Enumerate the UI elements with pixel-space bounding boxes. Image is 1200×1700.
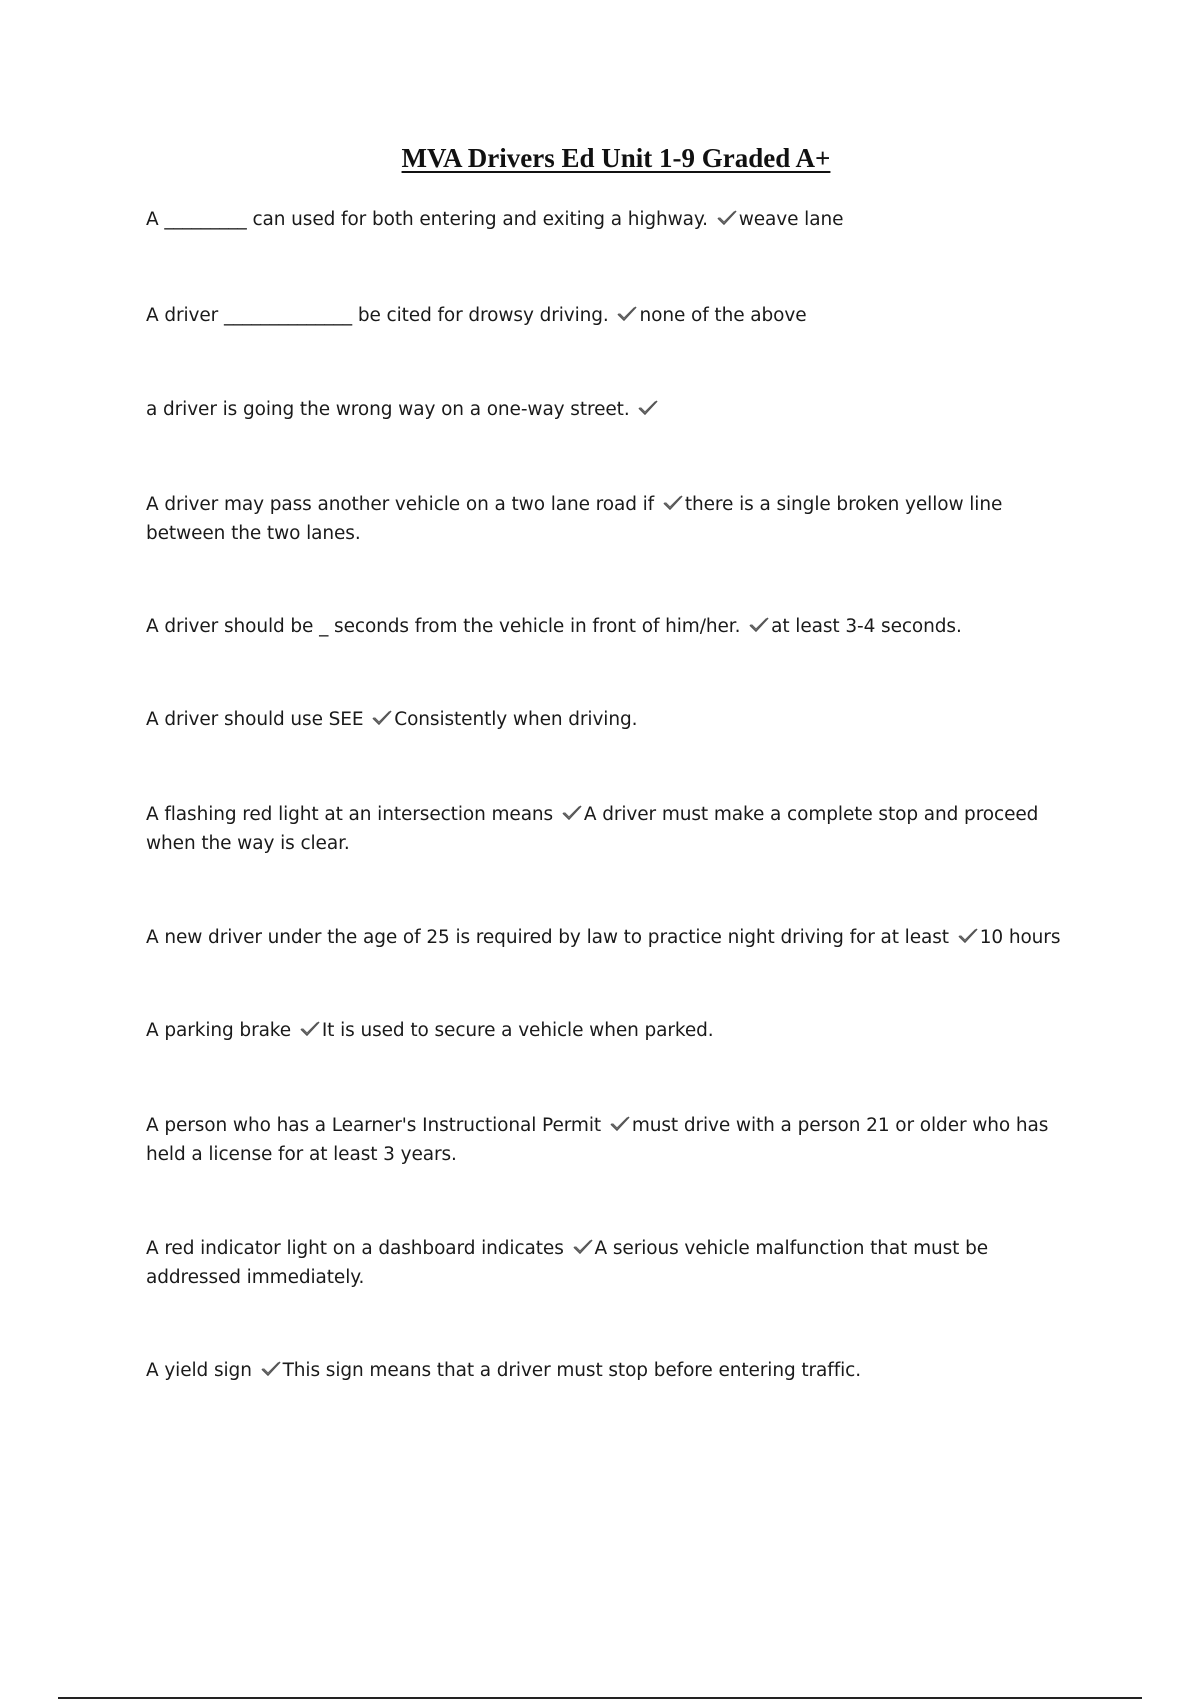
question-text: A yield sign [146,1360,252,1381]
question-text: A parking brake [146,1020,292,1041]
qa-item-10 [146,1111,1086,1169]
question-text: A driver should use SEE [146,709,364,730]
check-icon [260,1360,282,1378]
question-text: A person who has a Learner's Instructional Permit [146,1115,602,1136]
check-icon [616,305,638,323]
qa-item-5 [146,612,1086,641]
qa-item-6 [146,705,1086,734]
answer-text: weave lane [738,209,844,230]
qa-item-1 [146,205,1086,234]
answer-text: Consistently when driving. [394,709,638,730]
question-text: A driver ______________ be cited for drowsy driving. [146,305,609,326]
check-icon [609,1115,631,1133]
check-icon [299,1020,321,1038]
answer-text: must drive with a person 21 or older who has held a license for at least 3 years. [146,1115,1049,1165]
footer-rule [58,1697,1142,1699]
qa-item-11 [146,1234,1086,1292]
answer-text: at least 3-4 seconds. [771,616,962,637]
qa-item-3 [146,395,1086,424]
qa-item-7 [146,800,1086,858]
check-icon [561,804,583,822]
check-icon [716,209,738,227]
check-icon [662,494,684,512]
check-icon [637,399,659,417]
question-text: A driver should be _ seconds from the vehicle in front of him/her. [146,616,741,637]
answer-text: A driver must make a complete stop and proceed when the way is clear. [146,804,1039,854]
check-icon [572,1238,594,1256]
answer-text: 10 hours [979,927,1061,948]
question-text: A driver may pass another vehicle on a two lane road if [146,494,655,515]
qa-item-2 [146,301,1086,330]
check-icon [957,927,979,945]
check-icon [748,616,770,634]
question-text: A new driver under the age of 25 is required by law to practice night driving for at least [146,927,949,948]
answer-text: It is used to secure a vehicle when parked. [321,1020,714,1041]
question-text: A _________ can used for both entering and exiting a highway. [146,209,708,230]
qa-item-8 [146,923,1086,952]
answer-text: A serious vehicle malfunction that must be addressed immediately. [146,1238,989,1288]
qa-item-4 [146,490,1086,548]
qa-item-9 [146,1016,1086,1045]
answer-text: there is a single broken yellow line between the two lanes. [146,494,1003,544]
qa-item-12 [146,1356,1086,1385]
answer-text: This sign means that a driver must stop before entering traffic. [282,1360,862,1381]
question-text: A red indicator light on a dashboard indicates [146,1238,564,1259]
check-icon [371,709,393,727]
question-text: A flashing red light at an intersection means [146,804,554,825]
answer-text: none of the above [639,305,807,326]
question-text: a driver is going the wrong way on a one-way street. [146,399,630,420]
document-title: MVA Drivers Ed Unit 1-9 Graded A+ [401,143,831,173]
